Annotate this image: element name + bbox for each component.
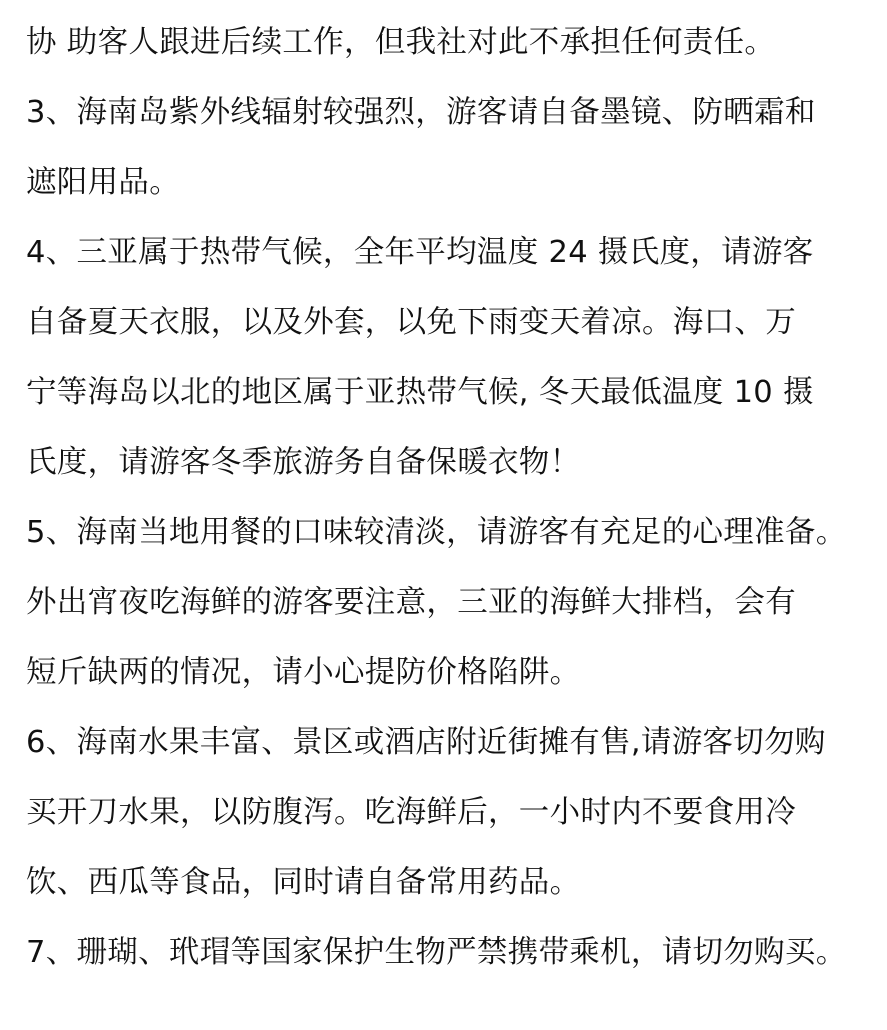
text-line-3: 遮阳用品。	[26, 165, 180, 200]
text-line-6: 宁等海岛以北的地区属于亚热带气候, 冬天最低温度 10 摄	[26, 375, 814, 410]
text-line-4: 4、三亚属于热带气候，全年平均温度 24 摄氏度，请游客	[26, 235, 814, 270]
text-line-11: 6、海南水果丰富、景区或酒店附近街摊有售,请游客切勿购	[26, 725, 826, 760]
text-line-9: 外出宵夜吃海鲜的游客要注意，三亚的海鲜大排档，会有	[26, 585, 796, 620]
text-line-8: 5、海南当地用餐的口味较清淡，请游客有充足的心理准备。	[26, 515, 847, 550]
text-line-7: 氏度，请游客冬季旅游务自备保暖衣物！	[26, 445, 581, 480]
text-line-12: 买开刀水果，以防腹泻。吃海鲜后，一小时内不要食用冷	[26, 795, 796, 830]
text-line-14: 7、珊瑚、玳瑁等国家保护生物严禁携带乘机，请切勿购买。	[26, 935, 847, 970]
text-line-2: 3、海南岛紫外线辐射较强烈，游客请自备墨镜、防晒霜和	[26, 95, 816, 130]
text-line-1: 协 助客人跟进后续工作，但我社对此不承担任何责任。	[26, 25, 776, 60]
text-line-5: 自备夏天衣服，以及外套，以免下雨变天着凉。海口、万	[26, 305, 796, 340]
text-line-13: 饮、西瓜等食品，同时请自备常用药品。	[26, 865, 581, 900]
text-line-10: 短斤缺两的情况，请小心提防价格陷阱。	[26, 655, 581, 690]
